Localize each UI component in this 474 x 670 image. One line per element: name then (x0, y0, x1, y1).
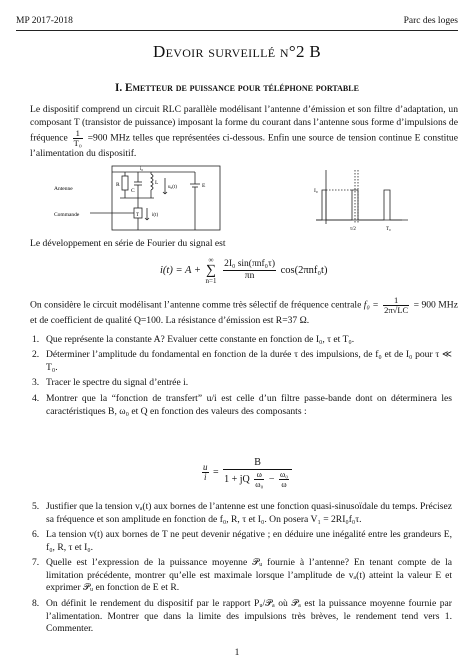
fourier-den: πn (244, 271, 255, 281)
resistor-R (122, 176, 128, 190)
f0-num: 1 (383, 296, 409, 306)
consider-text-1: On considère le circuit modélisant l’antenne comme très sélectif de fréquence centrale (30, 299, 362, 311)
label-antenne: Antenne (54, 186, 73, 192)
inductor-L (151, 174, 153, 190)
label-R: R (116, 182, 120, 188)
sum-top: ∞ (208, 256, 214, 264)
intro-text-2: =900 MHz telles que représentées ci-dessous. Enfin une source de tension continue E constitue l’alimentation du dispositif. (30, 132, 458, 160)
page-title: Devoir surveillé n°2 B (153, 42, 321, 61)
transfer-den (223, 470, 292, 489)
sum-bottom: n=1 (205, 277, 217, 285)
consider-text-2: = 900 MHz et de coefficient de qualité Q=100. La résistance d’émission est R=37 Ω. (30, 299, 458, 326)
fourier-formula (160, 256, 327, 285)
fourier-intro: Le développement en série de Fourier du signal est (30, 238, 226, 249)
label-C: C (131, 188, 135, 194)
header-right: Parc des loges (403, 16, 458, 26)
transfer-den-prefix: 1 + jQ (224, 473, 250, 485)
transfer-minus: − (268, 473, 275, 485)
f0-den: 2π√LC (384, 305, 409, 315)
header-left: MP 2017-2018 (16, 16, 73, 26)
f0-label: f₀ = (363, 299, 379, 311)
intro-paragraph (30, 104, 458, 161)
label-I0: I₀ (314, 188, 318, 194)
label-i0: i₀ (140, 167, 144, 172)
transfer-lhs-num: u (203, 462, 208, 472)
omega-den: ω₀ (255, 480, 264, 489)
transfer-function: $\frac{u}{i}$ = B 1 + jQ $\frac{\omega}{\text{ω₀}}$ − $\frac{\text{ω₀}}{\omega}$ (200, 456, 294, 489)
omega-num: ω (254, 470, 264, 480)
label-commande: Commande (54, 212, 80, 218)
page-number: 1 (234, 648, 240, 658)
label-T0: T₀ (386, 227, 391, 232)
freq-num: 1 (73, 129, 83, 139)
transfer-lhs (202, 463, 209, 482)
pulse-waveform (316, 190, 402, 220)
fourier-fraction (223, 259, 276, 282)
section-title: I. Emetteur de puissance pour téléphone portable (115, 82, 359, 94)
sum-symbol (206, 256, 217, 285)
label-tau: τ/2 (350, 227, 356, 232)
omega-ratio (254, 470, 264, 489)
header-rule (16, 30, 458, 31)
label-T: T (136, 213, 140, 218)
transfer-num: B (223, 456, 292, 470)
label-it: i(t) (152, 213, 159, 218)
freq-den: T₀ (73, 138, 82, 149)
sigma-glyph: ∑ (206, 263, 217, 278)
omega0-num: ω₀ (279, 470, 289, 479)
transfer-lhs-den: i (203, 472, 207, 482)
fourier-tail: cos(2πnf₀t) (280, 265, 328, 276)
circuit-diagram (40, 162, 240, 236)
fourier-lhs: i(t) = A + (160, 265, 201, 276)
label-L: L (155, 180, 159, 186)
f0-fraction (383, 296, 409, 315)
label-E: E (202, 183, 206, 189)
consider-paragraph (30, 296, 458, 328)
pulse-train-diagram (312, 168, 412, 232)
transfer-rhs (223, 456, 292, 489)
label-u0: u₀(t) (168, 185, 177, 190)
omega0-den: ω (281, 480, 287, 489)
frequency-fraction (73, 129, 83, 148)
intro-text-1: Le dispositif comprend un circuit RLC parallèle modélisant l’antenne d’émission et son filtre d’adaptation, un composant T (transistor de puissance) imposant la forme du courant dans l’antenne sous forme d’impulsions de fréquence (30, 104, 458, 144)
omega0-ratio (279, 470, 289, 489)
fourier-num: 2I₀ sin(πnf₀τ) (224, 259, 275, 269)
